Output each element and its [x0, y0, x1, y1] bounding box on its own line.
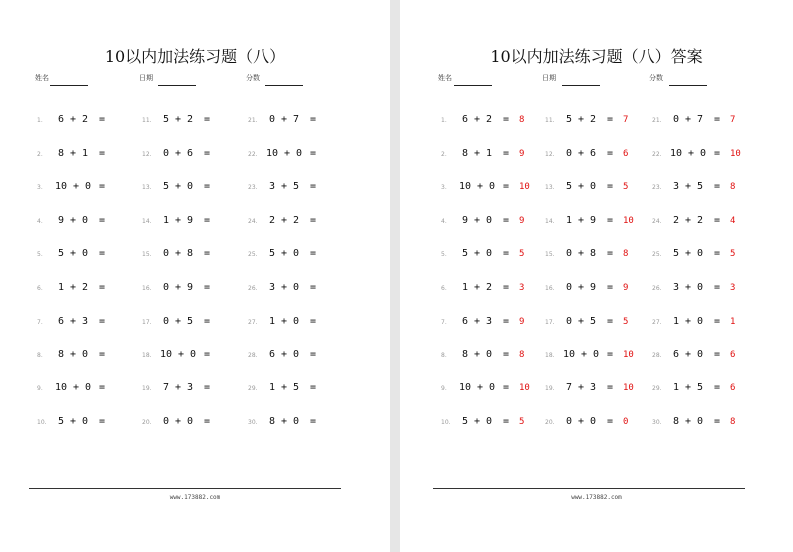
- problem-number: 4.: [441, 218, 447, 225]
- problem-expression: 5 + 0: [57, 416, 89, 427]
- answer-value: 0: [623, 417, 629, 427]
- problem-expression: 6 + 2: [57, 114, 89, 125]
- equals-sign: =: [99, 181, 106, 192]
- problem-item: [652, 248, 762, 262]
- problem-number: 29.: [652, 385, 662, 392]
- equals-sign: =: [310, 248, 317, 259]
- problem-expression: 8 + 1: [57, 148, 89, 159]
- equals-sign: =: [204, 114, 211, 125]
- problem-item: [545, 382, 655, 396]
- problem-expression: 6 + 2: [461, 114, 493, 125]
- problem-expression: 0 + 9: [565, 282, 597, 293]
- problem-number: 29.: [248, 385, 258, 392]
- problem-item: [248, 282, 358, 296]
- footer-url: www.173882.com: [169, 494, 221, 501]
- equals-sign: =: [503, 148, 510, 159]
- equals-sign: =: [714, 416, 721, 427]
- problem-number: 23.: [652, 184, 662, 191]
- problem-item: [652, 349, 762, 363]
- problem-expression: 8 + 0: [461, 349, 493, 360]
- equals-sign: =: [503, 114, 510, 125]
- equals-sign: =: [503, 349, 510, 360]
- answer-value: 10: [519, 383, 530, 393]
- problem-number: 7.: [441, 319, 447, 326]
- problem-item: [441, 215, 551, 229]
- problem-expression: 5 + 0: [672, 248, 704, 259]
- answer-value: 10: [623, 216, 634, 226]
- answer-value: 10: [519, 182, 530, 192]
- problem-item: [441, 349, 551, 363]
- score-label: 分数: [246, 74, 260, 82]
- problem-expression: 5 + 2: [565, 114, 597, 125]
- problem-expression: 1 + 9: [162, 215, 194, 226]
- problem-item: [545, 316, 655, 330]
- problem-number: 6.: [441, 285, 447, 292]
- problem-number: 22.: [652, 151, 662, 158]
- equals-sign: =: [714, 382, 721, 393]
- problem-item: [142, 248, 252, 262]
- answer-value: 6: [730, 350, 736, 360]
- footer-rule: [29, 488, 341, 489]
- equals-sign: =: [310, 382, 317, 393]
- problem-item: [652, 416, 762, 430]
- problem-item: [545, 248, 655, 262]
- problem-number: 19.: [545, 385, 555, 392]
- worksheet-page: [0, 0, 390, 552]
- problem-expression: 1 + 2: [461, 282, 493, 293]
- equals-sign: =: [310, 349, 317, 360]
- problem-item: [142, 416, 252, 430]
- score-label: 分数: [649, 74, 663, 82]
- answer-value: 10: [730, 149, 741, 159]
- problem-item: [142, 316, 252, 330]
- answer-value: 8: [519, 350, 525, 360]
- equals-sign: =: [99, 215, 106, 226]
- problem-number: 27.: [652, 319, 662, 326]
- problem-item: [545, 148, 655, 162]
- problem-expression: 1 + 0: [268, 316, 300, 327]
- problem-number: 17.: [545, 319, 555, 326]
- problem-expression: 7 + 3: [162, 382, 194, 393]
- problem-number: 24.: [652, 218, 662, 225]
- problem-number: 13.: [142, 184, 152, 191]
- equals-sign: =: [310, 114, 317, 125]
- problem-item: [441, 181, 551, 195]
- problem-expression: 5 + 0: [565, 181, 597, 192]
- equals-sign: =: [607, 416, 614, 427]
- equals-sign: =: [204, 282, 211, 293]
- problem-number: 8.: [441, 352, 447, 359]
- problem-item: [37, 148, 147, 162]
- problem-number: 25.: [652, 251, 662, 258]
- answer-value: 8: [730, 417, 736, 427]
- equals-sign: =: [99, 382, 106, 393]
- problem-number: 9.: [37, 385, 43, 392]
- problem-item: [37, 382, 147, 396]
- problem-expression: 9 + 0: [461, 215, 493, 226]
- problem-number: 8.: [37, 352, 43, 359]
- problem-expression: 0 + 9: [162, 282, 194, 293]
- equals-sign: =: [503, 382, 510, 393]
- problem-expression: 3 + 5: [672, 181, 704, 192]
- answer-value: 5: [623, 182, 629, 192]
- problem-expression: 3 + 5: [268, 181, 300, 192]
- problem-number: 21.: [652, 117, 662, 124]
- problem-item: [441, 148, 551, 162]
- problem-expression: 0 + 5: [565, 316, 597, 327]
- problem-number: 17.: [142, 319, 152, 326]
- equals-sign: =: [99, 416, 106, 427]
- equals-sign: =: [503, 416, 510, 427]
- problem-number: 5.: [37, 251, 43, 258]
- problem-number: 26.: [248, 285, 258, 292]
- equals-sign: =: [204, 248, 211, 259]
- problem-number: 11.: [545, 117, 555, 124]
- problem-item: [248, 416, 358, 430]
- problem-item: [248, 349, 358, 363]
- problem-item: [652, 148, 762, 162]
- equals-sign: =: [503, 248, 510, 259]
- equals-sign: =: [607, 316, 614, 327]
- page-title: 10以内加法练习题（八）答案: [490, 47, 703, 66]
- equals-sign: =: [714, 349, 721, 360]
- problem-expression: 1 + 2: [57, 282, 89, 293]
- problem-item: [545, 114, 655, 128]
- answer-value: 1: [730, 317, 736, 327]
- equals-sign: =: [310, 181, 317, 192]
- page-title: 10以内加法练习题（八）: [104, 47, 286, 66]
- problem-expression: 3 + 0: [672, 282, 704, 293]
- problem-number: 5.: [441, 251, 447, 258]
- problem-number: 3.: [37, 184, 43, 191]
- problem-expression: 0 + 6: [565, 148, 597, 159]
- problem-number: 14.: [142, 218, 152, 225]
- problem-item: [37, 416, 147, 430]
- problem-item: [37, 114, 147, 128]
- problem-number: 7.: [37, 319, 43, 326]
- name-blank-line: [50, 85, 88, 86]
- problem-expression: 6 + 3: [57, 316, 89, 327]
- problem-number: 15.: [545, 251, 555, 258]
- equals-sign: =: [204, 215, 211, 226]
- equals-sign: =: [99, 349, 106, 360]
- problem-expression: 3 + 0: [268, 282, 300, 293]
- problem-number: 21.: [248, 117, 258, 124]
- problem-item: [248, 114, 358, 128]
- problem-number: 18.: [545, 352, 555, 359]
- equals-sign: =: [204, 382, 211, 393]
- problem-expression: 1 + 0: [672, 316, 704, 327]
- problem-item: [652, 282, 762, 296]
- problem-number: 24.: [248, 218, 258, 225]
- problem-number: 14.: [545, 218, 555, 225]
- problem-number: 10.: [37, 419, 47, 426]
- problem-expression: 0 + 7: [268, 114, 300, 125]
- problem-expression: 8 + 0: [268, 416, 300, 427]
- problem-number: 16.: [545, 285, 555, 292]
- problem-expression: 5 + 0: [162, 181, 194, 192]
- equals-sign: =: [714, 215, 721, 226]
- equals-sign: =: [607, 148, 614, 159]
- problem-number: 2.: [37, 151, 43, 158]
- problem-item: [545, 181, 655, 195]
- problem-number: 30.: [248, 419, 258, 426]
- problem-number: 11.: [142, 117, 152, 124]
- equals-sign: =: [310, 416, 317, 427]
- problem-number: 26.: [652, 285, 662, 292]
- problem-number: 1.: [37, 117, 43, 124]
- problem-item: [37, 282, 147, 296]
- equals-sign: =: [503, 282, 510, 293]
- problem-item: [142, 282, 252, 296]
- problem-expression: 8 + 0: [57, 349, 89, 360]
- equals-sign: =: [714, 248, 721, 259]
- problem-item: [545, 282, 655, 296]
- equals-sign: =: [310, 148, 317, 159]
- problem-item: [142, 114, 252, 128]
- problem-number: 27.: [248, 319, 258, 326]
- problem-expression: 0 + 6: [162, 148, 194, 159]
- problem-expression: 0 + 5: [162, 316, 194, 327]
- name-label: 姓名: [35, 74, 49, 82]
- problem-expression: 10 + 0: [458, 382, 496, 393]
- problem-expression: 5 + 0: [461, 248, 493, 259]
- answer-value: 8: [623, 249, 629, 259]
- answer-value: 8: [730, 182, 736, 192]
- equals-sign: =: [714, 316, 721, 327]
- equals-sign: =: [503, 215, 510, 226]
- problem-expression: 1 + 9: [565, 215, 597, 226]
- problem-item: [441, 248, 551, 262]
- problem-expression: 10 + 0: [458, 181, 496, 192]
- footer-url: www.173882.com: [571, 494, 622, 501]
- problem-number: 28.: [652, 352, 662, 359]
- problem-expression: 9 + 0: [57, 215, 89, 226]
- problem-item: [652, 382, 762, 396]
- problem-expression: 10 + 0: [669, 148, 707, 159]
- answer-value: 5: [519, 417, 525, 427]
- problem-expression: 10 + 0: [265, 148, 303, 159]
- answer-value: 7: [623, 115, 629, 125]
- problem-item: [142, 382, 252, 396]
- date-blank-line: [158, 85, 196, 86]
- equals-sign: =: [204, 181, 211, 192]
- problem-item: [441, 382, 551, 396]
- equals-sign: =: [607, 382, 614, 393]
- problem-number: 15.: [142, 251, 152, 258]
- problem-number: 25.: [248, 251, 258, 258]
- problem-number: 6.: [37, 285, 43, 292]
- problem-item: [142, 349, 252, 363]
- problem-item: [441, 114, 551, 128]
- problem-expression: 1 + 5: [268, 382, 300, 393]
- answer-value: 4: [730, 216, 736, 226]
- problem-expression: 0 + 0: [565, 416, 597, 427]
- problem-item: [248, 382, 358, 396]
- problem-item: [142, 148, 252, 162]
- equals-sign: =: [204, 316, 211, 327]
- problem-expression: 5 + 2: [162, 114, 194, 125]
- problem-number: 4.: [37, 218, 43, 225]
- answer-value: 6: [623, 149, 629, 159]
- answer-value: 9: [519, 317, 525, 327]
- answer-value: 10: [623, 350, 634, 360]
- problem-item: [248, 248, 358, 262]
- problem-item: [441, 282, 551, 296]
- problem-expression: 6 + 0: [268, 349, 300, 360]
- equals-sign: =: [99, 248, 106, 259]
- answer-value: 5: [623, 317, 629, 327]
- equals-sign: =: [204, 148, 211, 159]
- problem-item: [545, 416, 655, 430]
- problem-expression: 2 + 2: [672, 215, 704, 226]
- problem-item: [545, 215, 655, 229]
- problem-number: 13.: [545, 184, 555, 191]
- problem-number: 18.: [142, 352, 152, 359]
- score-blank-line: [265, 85, 303, 86]
- problem-item: [248, 215, 358, 229]
- equals-sign: =: [714, 282, 721, 293]
- equals-sign: =: [503, 181, 510, 192]
- problem-expression: 8 + 0: [672, 416, 704, 427]
- problem-item: [37, 316, 147, 330]
- equals-sign: =: [99, 114, 106, 125]
- answer-value: 6: [730, 383, 736, 393]
- problem-number: 20.: [545, 419, 555, 426]
- equals-sign: =: [204, 349, 211, 360]
- problem-item: [652, 215, 762, 229]
- problem-number: 22.: [248, 151, 258, 158]
- answer-value: 3: [519, 283, 525, 293]
- problem-number: 12.: [545, 151, 555, 158]
- answer-value: 3: [730, 283, 736, 293]
- equals-sign: =: [204, 416, 211, 427]
- problem-item: [142, 215, 252, 229]
- problem-expression: 0 + 8: [162, 248, 194, 259]
- score-blank-line: [669, 85, 707, 86]
- equals-sign: =: [310, 282, 317, 293]
- problem-number: 23.: [248, 184, 258, 191]
- equals-sign: =: [310, 316, 317, 327]
- problem-number: 12.: [142, 151, 152, 158]
- problem-expression: 8 + 1: [461, 148, 493, 159]
- date-label: 日期: [542, 74, 556, 82]
- equals-sign: =: [99, 148, 106, 159]
- problem-expression: 5 + 0: [57, 248, 89, 259]
- answer-page: [400, 0, 793, 552]
- answer-value: 5: [519, 249, 525, 259]
- problem-expression: 7 + 3: [565, 382, 597, 393]
- problem-expression: 6 + 3: [461, 316, 493, 327]
- problem-number: 30.: [652, 419, 662, 426]
- name-label: 姓名: [438, 74, 452, 82]
- problem-number: 2.: [441, 151, 447, 158]
- footer-rule: [433, 488, 745, 489]
- problem-expression: 2 + 2: [268, 215, 300, 226]
- problem-item: [37, 181, 147, 195]
- problem-expression: 5 + 0: [461, 416, 493, 427]
- problem-item: [248, 316, 358, 330]
- equals-sign: =: [714, 148, 721, 159]
- problem-expression: 0 + 8: [565, 248, 597, 259]
- problem-expression: 10 + 0: [54, 181, 92, 192]
- problem-number: 28.: [248, 352, 258, 359]
- problem-item: [652, 316, 762, 330]
- date-blank-line: [562, 85, 600, 86]
- equals-sign: =: [607, 282, 614, 293]
- answer-value: 9: [623, 283, 629, 293]
- answer-value: 10: [623, 383, 634, 393]
- problem-item: [441, 316, 551, 330]
- problem-number: 20.: [142, 419, 152, 426]
- problem-item: [248, 181, 358, 195]
- problem-number: 16.: [142, 285, 152, 292]
- equals-sign: =: [99, 316, 106, 327]
- problem-number: 9.: [441, 385, 447, 392]
- equals-sign: =: [503, 316, 510, 327]
- problem-item: [652, 114, 762, 128]
- problem-number: 10.: [441, 419, 451, 426]
- problem-item: [37, 215, 147, 229]
- equals-sign: =: [714, 181, 721, 192]
- problem-item: [37, 248, 147, 262]
- date-label: 日期: [139, 74, 153, 82]
- problem-expression: 10 + 0: [54, 382, 92, 393]
- answer-value: 9: [519, 216, 525, 226]
- problem-expression: 10 + 0: [562, 349, 600, 360]
- problem-number: 19.: [142, 385, 152, 392]
- problem-expression: 6 + 0: [672, 349, 704, 360]
- answer-value: 9: [519, 149, 525, 159]
- problem-expression: 10 + 0: [159, 349, 197, 360]
- equals-sign: =: [310, 215, 317, 226]
- equals-sign: =: [607, 215, 614, 226]
- equals-sign: =: [99, 282, 106, 293]
- equals-sign: =: [714, 114, 721, 125]
- problem-item: [652, 181, 762, 195]
- problem-item: [37, 349, 147, 363]
- answer-value: 7: [730, 115, 736, 125]
- problem-number: 3.: [441, 184, 447, 191]
- problem-number: 1.: [441, 117, 447, 124]
- problem-item: [248, 148, 358, 162]
- problem-item: [545, 349, 655, 363]
- equals-sign: =: [607, 248, 614, 259]
- equals-sign: =: [607, 349, 614, 360]
- problem-item: [441, 416, 551, 430]
- equals-sign: =: [607, 114, 614, 125]
- equals-sign: =: [607, 181, 614, 192]
- problem-expression: 1 + 5: [672, 382, 704, 393]
- problem-expression: 0 + 0: [162, 416, 194, 427]
- problem-expression: 5 + 0: [268, 248, 300, 259]
- answer-value: 8: [519, 115, 525, 125]
- name-blank-line: [454, 85, 492, 86]
- answer-value: 5: [730, 249, 736, 259]
- problem-expression: 0 + 7: [672, 114, 704, 125]
- problem-item: [142, 181, 252, 195]
